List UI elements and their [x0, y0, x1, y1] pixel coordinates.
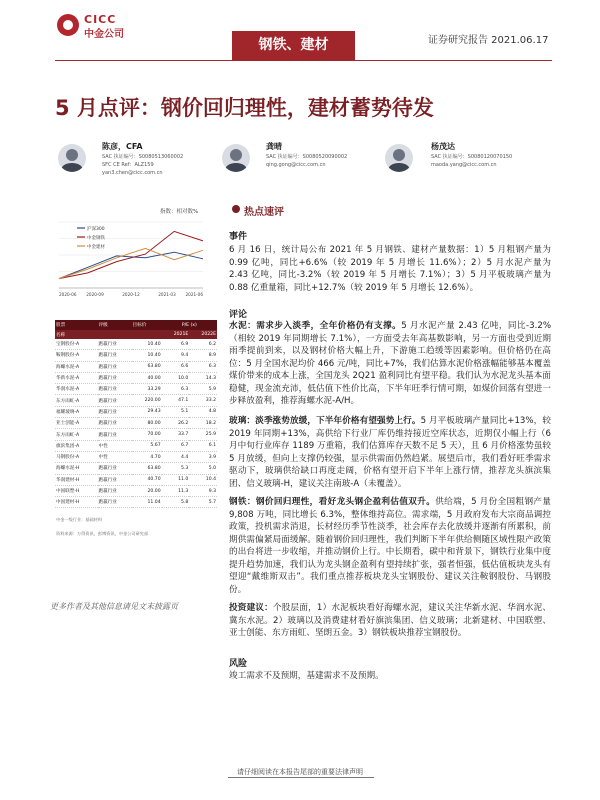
table-cell: 5.9 — [189, 384, 217, 395]
table-header: 2021E — [162, 330, 190, 339]
section-bullet-icon — [232, 205, 240, 213]
table-cell: 6.6 — [162, 361, 190, 372]
table-cell: 4.70 — [132, 451, 162, 462]
glass-text: 5 月平板玻璃产量同比+13%，较 2019 年同期+13%，高供给下行业厂库仍维持接近空库状态，近期仅小幅上行（6 月中旬行业库存 1189 万重箱，我们估算库存天数不足 5 天），且 6 月价格涨势虽较 5 月放缓，但向上支撑仍较强，显示供需面仍然趋紧。展望后市，我们看好旺季需求驱动下，玻璃供给缺口再度走阔，价格有望开启下半年上涨行情，推荐龙头旗滨集团、信义玻璃-H，建议关注南玻-A（未覆盖）。 — [229, 416, 551, 489]
report-type-date: 证券研究报告 2021.06.17 — [428, 35, 549, 46]
analyst-email[interactable]: maoda.yang@cicc.com.cn — [431, 162, 497, 168]
table-cell: 25.9 — [189, 429, 217, 440]
table-cell: 40.00 — [132, 372, 162, 383]
table-cell: 26.2 — [162, 418, 190, 429]
analyst-avatar — [58, 144, 86, 172]
table-cell: 跑赢行业 — [98, 350, 132, 361]
table-row — [55, 440, 217, 451]
table-cell: 跑赢行业 — [98, 485, 132, 496]
table-cell: 10.4 — [189, 474, 217, 485]
cement-paragraph — [229, 320, 551, 408]
glass-lead: 玻璃：淡季涨势放缓，下半年价格有望强势上行。 — [229, 416, 421, 426]
analyst-avatar — [222, 144, 250, 172]
header-divider — [55, 60, 552, 61]
table-cell: 10.40 — [132, 350, 162, 361]
table-cell: 东方雨虹-A — [55, 395, 98, 406]
analyst-email[interactable]: yan3.chen@cicc.com.cn — [102, 170, 163, 176]
table-cell: 47.1 — [162, 395, 190, 406]
comment-heading: 评论 — [229, 310, 248, 320]
table-source: 资料来源：万得资讯，彭博资讯，中金公司研究部 — [56, 530, 149, 536]
analyst-email[interactable]: qing.gong@cicc.com.cn — [266, 162, 326, 168]
steel-paragraph — [229, 496, 551, 596]
chart-x-tick-label: 2020-06 — [59, 292, 77, 297]
table-cell: 华润建材-H — [55, 474, 98, 485]
analyst-sfc: SFC CE Ref：ALZ159 — [102, 162, 154, 168]
table-cell: 9.4 — [162, 350, 190, 361]
table-header: 目标价 — [132, 320, 162, 330]
table-row — [55, 339, 217, 350]
table-cell: 6.9 — [162, 339, 190, 350]
table-cell: 宝钢股份-A — [55, 339, 98, 350]
risk-text: 竣工需求不及预期，基建需求不及预期。 — [229, 671, 384, 681]
table-cell: 华润水泥-A — [55, 384, 98, 395]
table-row — [55, 406, 217, 417]
table-cell: 5.7 — [189, 497, 217, 508]
table-cell: 4.4 — [162, 451, 190, 462]
table-cell: 跑赢行业 — [98, 474, 132, 485]
table-cell: 20.00 — [132, 485, 162, 496]
table-row — [55, 350, 217, 361]
cement-text: 5 月水泥产量 2.43 亿吨，同比-3.2%（相较 2019 年同期增长 7.1%），一方面受去年高基数影响，另一方面也受到近期雨季提前到来，以及钢材价格大幅上升，下游施工趋缓等因素影响。但价格仍在高位：5 月全国水泥均价 466 元/吨，同比+7%，我们估算水泥价格涨幅能够基本覆盖煤价带来的成本上涨，全国龙头 2Q21 盈利同比有望平稳。我们认为水泥龙头基本面稳健，现金流充沛，低估值下性价比高，下半年旺季行情可期，如煤价回落有望进一步释放盈利，推荐海螺水泥-A/H。 — [229, 321, 551, 406]
table-cell: 6.2 — [189, 339, 217, 350]
table-cell: 福耀玻璃-A — [55, 406, 98, 417]
chart-legend-label: 沪深300 — [87, 227, 105, 232]
table-header: 2022E — [189, 330, 217, 339]
chart-x-tick-label: 2020-12 — [122, 292, 140, 297]
event-text: 6 月 16 日，统计局公布 2021 年 5 月钢铁、建材产量数据：1）5 月粗钢产量为 0.99 亿吨，同比+6.6%（较 2019 年 5 月增长 11.6%）；2）5 月水泥产量为 2.43 亿吨，同比-3.2%（较 2019 年 5 月增长 7.1%）；3）5 月平板玻璃产量为 0.88 亿重量箱，同比+12.7%（较 2019 年 5 月增长 12.6%）。 — [229, 245, 551, 293]
table-cell: 8.9 — [189, 350, 217, 361]
table-cell: 东方雨虹-A — [55, 429, 98, 440]
table-cell: 14.3 — [189, 372, 217, 383]
table-cell: 4.8 — [189, 406, 217, 417]
analyst-name: 龚晴 — [266, 142, 282, 151]
table-header — [98, 330, 132, 339]
table-header: 评级 — [98, 320, 132, 330]
table-cell: 33.7 — [162, 429, 190, 440]
rating-table — [55, 320, 217, 539]
advice-paragraph — [229, 602, 551, 640]
table-cell: 海螺水泥-A — [55, 361, 98, 372]
table-row — [55, 497, 217, 508]
more-info-note: 更多作者及其他信息请见文末披露页 — [50, 602, 178, 611]
table-cell: 11.04 — [132, 497, 162, 508]
section-title: 热点速评 — [244, 207, 284, 218]
table-cell: 跑赢行业 — [98, 429, 132, 440]
table-cell: 亚士创能-A — [55, 418, 98, 429]
table-cell: 9.3 — [189, 485, 217, 496]
table-cell: 29.43 — [132, 406, 162, 417]
table-cell: 11.3 — [162, 485, 190, 496]
table-cell: 80.00 — [132, 418, 162, 429]
table-row — [55, 451, 217, 462]
table-row — [55, 485, 217, 496]
advice-lead: 投资建议： — [229, 603, 273, 613]
table-cell: 跑赢行业 — [98, 384, 132, 395]
table-cell: 70.00 — [132, 429, 162, 440]
table-cell: 10.40 — [132, 339, 162, 350]
table-cell: 5.0 — [189, 463, 217, 474]
table-row — [55, 474, 217, 485]
table-cell: 33.29 — [132, 384, 162, 395]
table-header: 名称 — [55, 330, 98, 339]
table-cell: 华新水泥-A — [55, 372, 98, 383]
steel-lead: 钢铁：钢价回归理性，看好龙头钢企盈利估值双升。 — [229, 497, 436, 507]
table-cell: 鞍钢股份-A — [55, 350, 98, 361]
risk-heading: 风险 — [229, 659, 248, 669]
table-cell: 3.9 — [189, 451, 217, 462]
table-cell: 6.1 — [189, 440, 217, 451]
chart-legend-label: 中金建材 — [87, 245, 105, 250]
table-cell: 10.0 — [162, 372, 190, 383]
table-cell: 马钢股份-A — [55, 451, 98, 462]
table-row — [55, 463, 217, 474]
table-row — [55, 384, 217, 395]
cicc-logo-icon — [57, 14, 79, 36]
table-cell: 跑赢行业 — [98, 406, 132, 417]
sector-tab: 钢铁、建材 — [232, 31, 355, 60]
table-cell: 5.67 — [132, 440, 162, 451]
chart-x-tick-label: 2021-06 — [185, 292, 203, 297]
table-cell: 5.1 — [162, 406, 190, 417]
table-cell: 220.00 — [132, 395, 162, 406]
table-header — [132, 330, 162, 339]
table-cell: 中性 — [98, 440, 132, 451]
table-cell: 63.80 — [132, 463, 162, 474]
table-cell: 跑赢行业 — [98, 418, 132, 429]
analyst-avatar — [385, 144, 413, 172]
table-cell: 跑赢行业 — [98, 395, 132, 406]
table-cell: 跑赢行业 — [98, 372, 132, 383]
table-cell: 跑赢行业 — [98, 361, 132, 372]
table-cell: 5.8 — [162, 497, 190, 508]
chart-note: 指数：相对数% — [160, 209, 199, 215]
table-row — [55, 361, 217, 372]
steel-text: 供给端，5 月份全国粗钢产量 9,808 万吨，同比增长 6.3%，整体维持高位。需求端，5 月政府发布大宗商品调控政策，投机需求消退，长材经历季节性淡季，社会库存去化放缓并逐渐有所累积，前期供需偏紧局面缓解。随着钢价回归理性，我们判断下半年供给侧随区域性限产政策的出台将进一步收缩，并推动钢价上行。中长期看，碳中和背景下，钢铁行业集中度提升趋势加速，我们认为龙头钢企盈利有望持续扩张，强者恒强，低估值板块龙头有望迎“戴维斯双击”。我们重点推荐板块龙头宝钢股份、建议关注鞍钢股份、马钢股份。 — [229, 497, 551, 595]
table-cell: 跑赢行业 — [98, 463, 132, 474]
analyst-sac: SAC 执证编号：S0080120070150 — [431, 154, 513, 160]
table-cell: 旗滨集团-A — [55, 440, 98, 451]
chart-x-tick-label: 2020-09 — [86, 292, 104, 297]
table-cell: 中国建材-H — [55, 497, 98, 508]
table-cell: 6.3 — [162, 384, 190, 395]
performance-chart — [55, 218, 207, 298]
table-row — [55, 429, 217, 440]
table-cell: 6.3 — [189, 361, 217, 372]
table-header: P/E (x) — [162, 320, 217, 330]
table-row — [55, 395, 217, 406]
table-cell: 5.3 — [162, 463, 190, 474]
table-header: 股票 — [55, 320, 98, 330]
analyst-name: 陈彦，CFA — [102, 142, 143, 151]
table-source: 中金一级行业：基础材料 — [56, 516, 103, 522]
logo-text-cn: 中金公司 — [84, 29, 124, 40]
table-cell: 6.7 — [162, 440, 190, 451]
footer-disclaimer: 请仔细阅读在本报告尾部的重要法律声明 — [237, 768, 363, 776]
table-cell: 11.0 — [162, 474, 190, 485]
glass-paragraph — [229, 415, 551, 490]
analyst-name: 杨茂达 — [431, 142, 455, 151]
table-cell: 跑赢行业 — [98, 339, 132, 350]
analyst-sac: SAC 执证编号：S0080520090002 — [266, 154, 348, 160]
table-cell: 18.2 — [189, 418, 217, 429]
chart-legend-label: 中金钢铁 — [87, 236, 105, 241]
table-cell: 40.70 — [132, 474, 162, 485]
table-cell: 跑赢行业 — [98, 497, 132, 508]
table-cell: 33.2 — [189, 395, 217, 406]
chart-x-tick-label: 2021-03 — [158, 292, 176, 297]
table-row — [55, 372, 217, 383]
event-heading: 事件 — [229, 232, 248, 242]
table-row — [55, 418, 217, 429]
footer-divider — [228, 777, 374, 778]
logo-text-en: CICC — [84, 13, 117, 26]
table-cell: 中性 — [98, 451, 132, 462]
table-cell: 63.80 — [132, 361, 162, 372]
cement-lead: 水泥：需求步入淡季，全年价格仍有支撑。 — [229, 321, 402, 331]
table-cell: 中国联塑-H — [55, 485, 98, 496]
table-cell: 海螺水泥-H — [55, 463, 98, 474]
advice-text: 个股层面，1）水泥板块看好海螺水泥，建议关注华新水泥、华润水泥、冀东水泥。2）玻璃以及消费建材看好旗滨集团、信义玻璃；北新建材、中国联塑、亚士创能、东方雨虹、坚朗五金。3）钢铁板块推荐宝钢股份。 — [229, 603, 551, 638]
report-title: 5 月点评：钢价回归理性，建材蓄势待发 — [55, 96, 434, 120]
analyst-sac: SAC 执证编号：S0080513060002 — [102, 154, 184, 160]
